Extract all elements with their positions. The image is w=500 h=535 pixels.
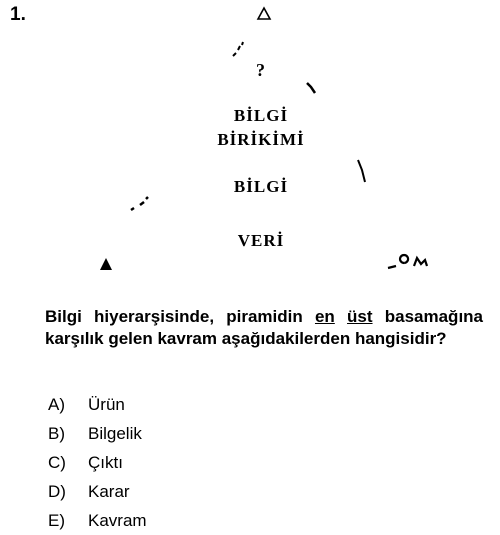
option-letter: C) — [48, 452, 66, 472]
option-letter: A) — [48, 394, 65, 414]
emphasis-en: en — [314, 307, 335, 326]
option-letter: D) — [48, 481, 66, 501]
option-text: Çıktı — [88, 452, 123, 472]
option-c[interactable] — [48, 448, 147, 477]
option-letter: B) — [48, 423, 65, 443]
question-text-part: Bilgi hiyerarşisinde, piramidin — [45, 307, 315, 326]
question-number: 1. — [10, 4, 26, 25]
pyramid-level3-label: BİLGİ BİRİKİMİ — [217, 106, 305, 149]
question-text-part — [335, 307, 347, 326]
question-text — [45, 306, 483, 350]
option-a[interactable] — [48, 390, 147, 419]
option-text: Ürün — [88, 394, 125, 414]
option-d[interactable] — [48, 477, 147, 506]
option-text: Bilgelik — [88, 423, 142, 443]
pyramid-top-label: ? — [256, 60, 266, 80]
answer-options — [48, 390, 147, 535]
option-b[interactable] — [48, 419, 147, 448]
option-letter: E) — [48, 510, 65, 530]
option-e[interactable] — [48, 506, 147, 535]
emphasis-ust: üst — [347, 307, 373, 326]
pyramid-level1-label: VERİ — [237, 231, 285, 250]
option-text: Karar — [88, 481, 130, 501]
question-text-part: basamağına karşılık gelen kavram aşağıdakilerden hangisidir? — [45, 307, 484, 348]
option-text: Kavram — [88, 510, 147, 530]
pyramid-level2-label: BİLGİ — [233, 177, 289, 196]
